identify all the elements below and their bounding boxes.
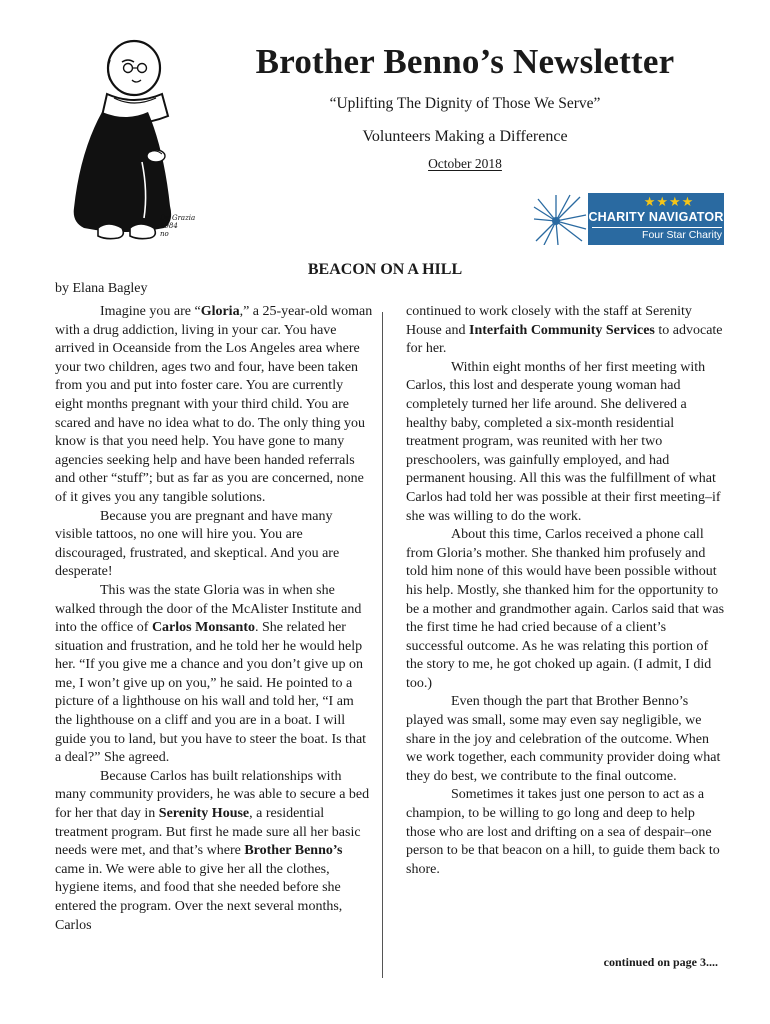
paragraph: continued to work closely with the staff at Serenity House and Interfaith Community Services to advocate for her. bbox=[406, 304, 723, 357]
paragraph: Even though the part that Brother Benno’s played was small, some may even say negligible, we share in the joy and celebration of the outcome. When we work together, each community provider doing what they do best, we contribute to the final outcome. bbox=[406, 694, 721, 784]
continued-note: continued on page 3.... bbox=[603, 955, 718, 969]
illustration-signature: De Grazia 1984 no bbox=[160, 214, 196, 238]
paragraph: About this time, Carlos received a phone call from Gloria’s mother. She thanked him profusely and told him none of this would have been possible without his help. Mostly, she thanked him for the opportunity to be a mother and grandmother again. Carlos said that was the first time he had cried because of a client’s successful outcome. As he was relating this portion of the story to me, he got choked up again. (I admit, I did too.) bbox=[406, 527, 725, 691]
paragraph: Within eight months of her first meeting with Carlos, this lost and desperate young woman had completely turned her life around. She delivered a healthy baby, completed a six-month residential treatment program, was reunited with her two preschoolers, was gainfully employed, and had permanent housing. All this was the fulfillment of what Carlos had told her was possible at their first meeting–if she was willing to do the work. bbox=[406, 359, 721, 524]
paragraph: Because Carlos has built relationships with many community providers, he was able to secure a bed for her that day in Serenity House, a residential treatment program. But first he made sure all her basic needs were met, and that’s where Brother Benno’s came in. We were able to give her all the clothes, hygiene items, and food that she needed before she entered the program. Over the next several months, Carlos bbox=[55, 768, 370, 933]
column-divider bbox=[382, 312, 383, 978]
star-rating: ★★★★ bbox=[643, 194, 695, 209]
tagline: “Uplifting The Dignity of Those We Serve” bbox=[329, 95, 601, 112]
paragraph: Imagine you are “Gloria,” a 25-year-old woman with a drug addiction, living in your car. You have arrived in Oceanside from the Los Angeles area where your two children, ages two and four, have been taken from you and put into foster care. You are currently eight months pregnant with your third child. You are scared and have no idea what to do. The only thing you know is that you need help. You have gone to many agencies seeking help and have been handed referrals and other “stuff”; but as far as you are concerned, none of it gives you any tangible solutions. bbox=[55, 304, 373, 505]
badge-name: CHARITY NAVIGATOR bbox=[588, 210, 724, 224]
paragraph: Sometimes it takes just one person to act as a champion, to be willing to go long and deep to help those who are lost and drifting on a sea of despair–one person to be that beacon on a hill, to guide them back to shore. bbox=[406, 787, 720, 877]
article-byline: by Elana Bagley bbox=[55, 281, 148, 296]
newsletter-title: Brother Benno’s Newsletter bbox=[255, 42, 675, 81]
badge-tier: Four Star Charity bbox=[642, 229, 722, 241]
charity-navigator-badge bbox=[532, 193, 724, 245]
badge-divider bbox=[592, 227, 722, 228]
article-column-right bbox=[406, 303, 724, 879]
compass-burst-icon bbox=[532, 193, 588, 245]
subtitle: Volunteers Making a Difference bbox=[362, 128, 568, 145]
masthead bbox=[210, 40, 720, 172]
paragraph: This was the state Gloria was in when she walked through the door of the McAlister Institute and into the office of Carlos Monsanto. She related her situation and frustration, and he told her he would help her. “If you give me a chance and you don’t give up on me, I won’t give up on you,” he said. He pointed to a picture of a lighthouse on his wall and told her, “I am the lighthouse on a cliff and you are in a boat. I will guide you to land, but you have to steer the boat. Is that a deal?” She agreed. bbox=[55, 582, 367, 766]
issue-date: October 2018 bbox=[428, 156, 502, 171]
article-column-left bbox=[55, 303, 373, 935]
article-headline: BEACON ON A HILL bbox=[307, 261, 463, 278]
paragraph: Because you are pregnant and have many visible tattoos, no one will hire you. You are discouraged, frustrated, and skeptical. And you are desperate! bbox=[55, 508, 340, 580]
